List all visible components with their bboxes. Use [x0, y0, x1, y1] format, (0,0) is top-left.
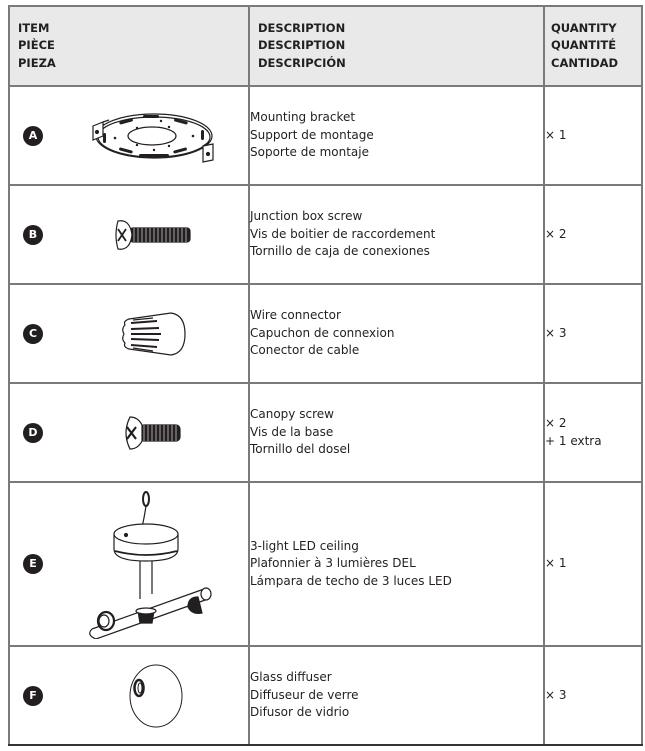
- description-es: Lámpara de techo de 3 luces LED: [250, 573, 452, 588]
- header-row: [9, 6, 642, 86]
- description-cell: [249, 86, 544, 185]
- quantity-value: × 1: [545, 556, 567, 571]
- quantity-value: × 1: [545, 127, 567, 142]
- header-description: [249, 6, 544, 86]
- description-es: Tornillo de caja de conexiones: [250, 244, 430, 259]
- item-letter-badge: E: [23, 554, 43, 574]
- item-cell: [9, 646, 249, 745]
- header-quantity-fr: QUANTITÉ: [551, 38, 617, 53]
- description-fr: Vis de boitier de raccordement: [250, 226, 436, 241]
- header-quantity: [544, 6, 642, 86]
- item-letter-badge: C: [23, 324, 43, 344]
- description-cell: [249, 383, 544, 482]
- quantity-cell: [544, 383, 642, 482]
- description-fr: Vis de la base: [250, 424, 334, 439]
- description-es: Conector de cable: [250, 343, 360, 358]
- quantity-cell: [544, 284, 642, 383]
- item-cell: [9, 86, 249, 185]
- description-es: Tornillo del dosel: [250, 442, 351, 457]
- description-es: Soporte de montaje: [250, 145, 369, 160]
- item-cell: [9, 482, 249, 646]
- quantity-value: × 2: [545, 416, 567, 430]
- description-cell: [249, 482, 544, 646]
- description-es: Difusor de vidrio: [250, 705, 350, 720]
- ceiling-light-fixture-icon: [60, 483, 248, 645]
- description-en: Mounting bracket: [250, 110, 356, 125]
- table-row-a: [9, 86, 642, 185]
- quantity-cell: [544, 482, 642, 646]
- table-row-f: [9, 646, 642, 745]
- junction-box-screw-icon: [60, 186, 248, 283]
- header-item: [9, 6, 249, 86]
- header-quantity-en: QUANTITY: [551, 20, 617, 35]
- description-fr: Plafonnier à 3 lumières DEL: [250, 556, 416, 571]
- quantity-value: × 2: [545, 226, 567, 241]
- quantity-cell: [544, 185, 642, 284]
- parts-list-table: [8, 5, 643, 746]
- item-letter-badge: A: [23, 126, 43, 146]
- mounting-bracket-icon: [60, 87, 248, 184]
- table-row-d: [9, 383, 642, 482]
- description-fr: Support de montage: [250, 127, 374, 142]
- header-item-fr: PIÈCE: [18, 38, 55, 53]
- header-description-en: DESCRIPTION: [258, 20, 346, 35]
- description-en: Junction box screw: [250, 209, 363, 224]
- description-cell: [249, 284, 544, 383]
- canopy-screw-icon: [60, 384, 248, 481]
- header-quantity-es: CANTIDAD: [551, 55, 619, 70]
- header-description-fr: DESCRIPTION: [258, 38, 346, 53]
- quantity-cell: [544, 86, 642, 185]
- header-description-es: DESCRIPCIÓN: [258, 55, 346, 70]
- item-cell: [9, 185, 249, 284]
- description-en: Wire connector: [250, 308, 341, 323]
- item-cell: [9, 284, 249, 383]
- quantity-value: × 3: [545, 687, 567, 702]
- wire-connector-icon: [60, 285, 248, 382]
- item-letter-badge: B: [23, 225, 43, 245]
- quantity-cell: [544, 646, 642, 745]
- description-cell: [249, 646, 544, 745]
- description-en: Canopy screw: [250, 407, 334, 422]
- description-en: 3-light LED ceiling: [250, 538, 359, 553]
- item-letter-badge: F: [23, 686, 43, 706]
- description-fr: Capuchon de connexion: [250, 325, 395, 340]
- header-item-en: ITEM: [18, 20, 50, 35]
- item-cell: [9, 383, 249, 482]
- quantity-value: × 3: [545, 325, 567, 340]
- table-row-c: [9, 284, 642, 383]
- description-cell: [249, 185, 544, 284]
- item-letter-badge: D: [23, 423, 43, 443]
- table-row-b: [9, 185, 642, 284]
- header-item-es: PIEZA: [18, 55, 56, 70]
- description-en: Glass diffuser: [250, 670, 332, 685]
- quantity-extra: + 1 extra: [545, 433, 602, 448]
- table-row-e: [9, 482, 642, 646]
- description-fr: Diffuseur de verre: [250, 687, 359, 702]
- glass-diffuser-icon: [60, 647, 248, 744]
